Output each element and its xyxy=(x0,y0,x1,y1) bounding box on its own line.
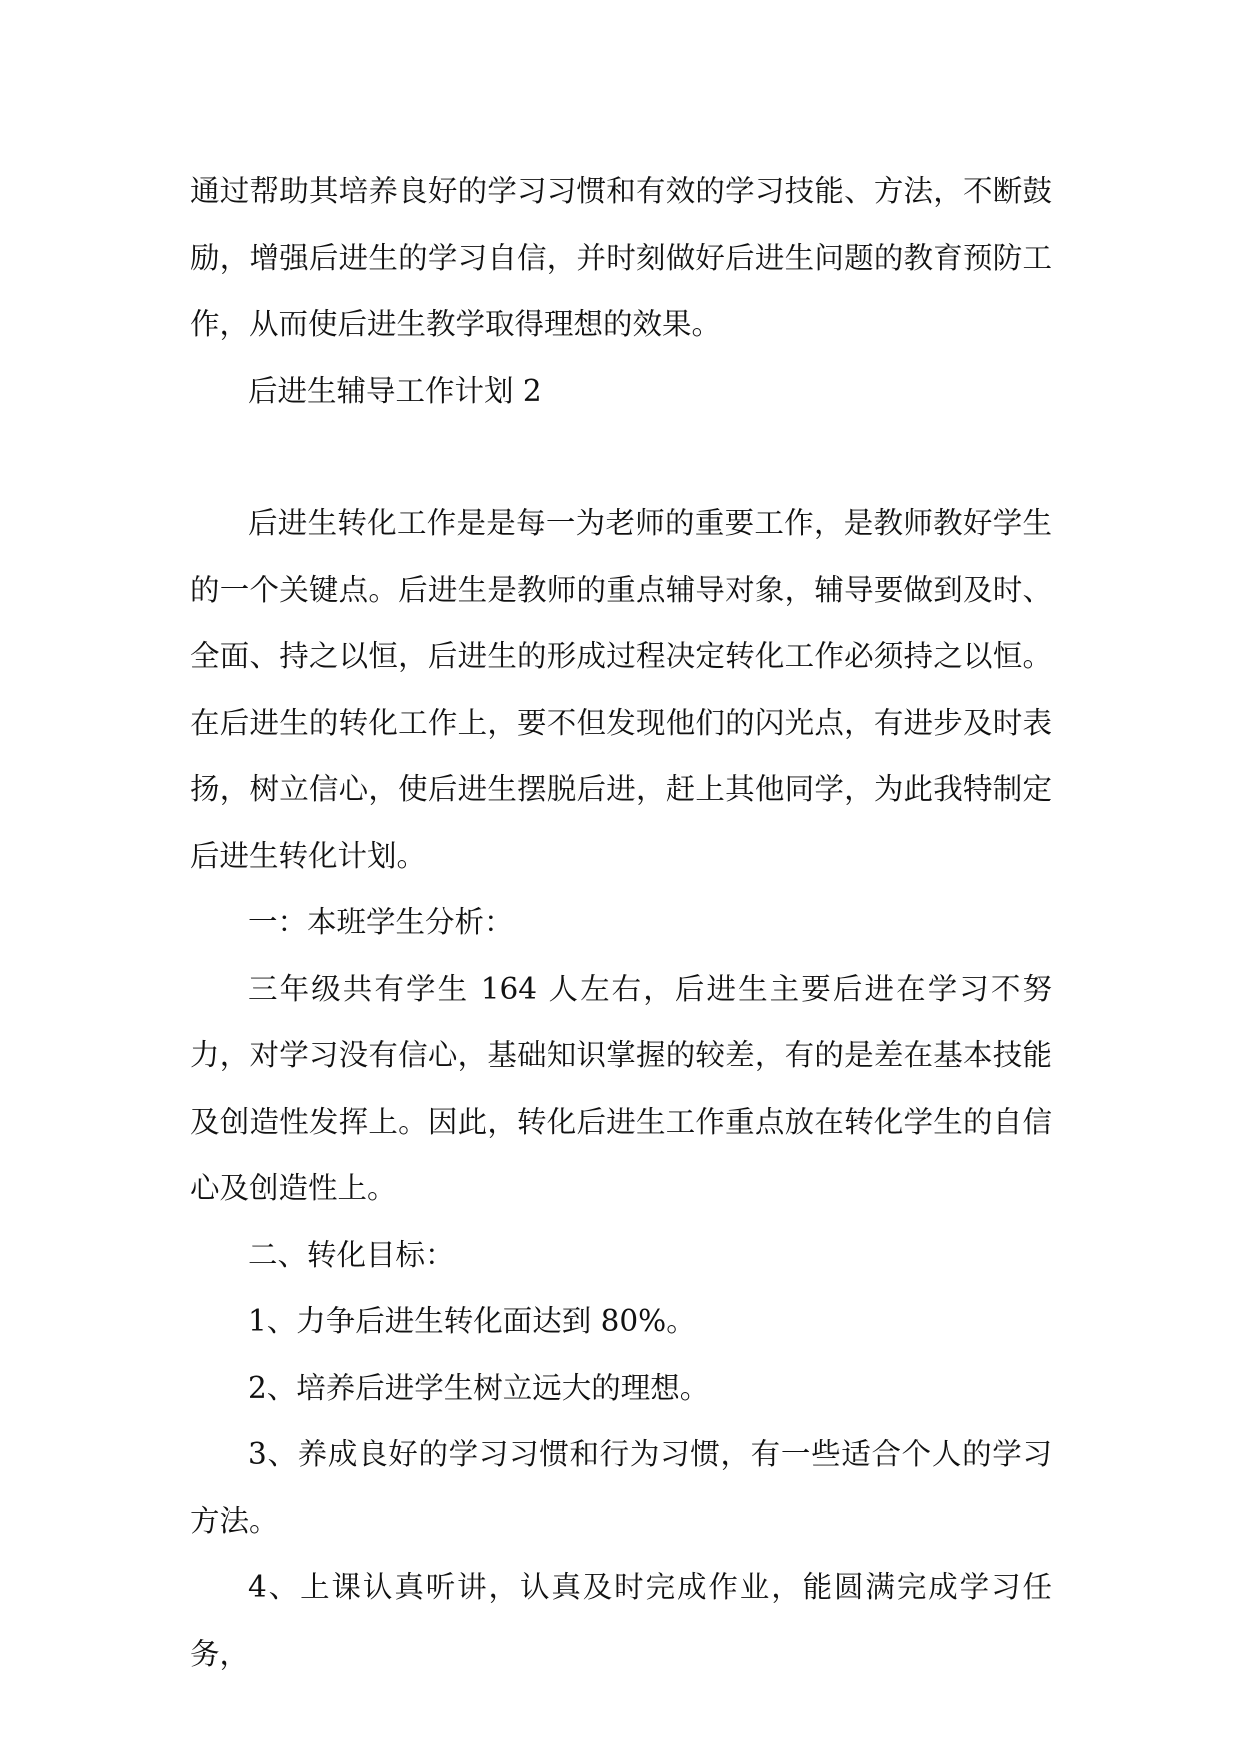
paragraph-continuation: 通过帮助其培养良好的学习习惯和有效的学习技能、方法，不断鼓励，增强后进生的学习自信，并时刻做好后进生问题的教育预防工作，从而使后进生教学取得理想的效果。 xyxy=(190,174,1052,341)
document-body xyxy=(190,158,1052,1687)
section-title: 后进生辅导工作计划 2 xyxy=(248,373,542,408)
goal-item-1: 1、力争后进生转化面达到 80%。 xyxy=(248,1304,696,1338)
paragraph-student-analysis: 三年级共有学生 164 人左右，后进生主要后进在学习不努力，对学习没有信心，基础知识掌握的较差，有的是差在基本技能及创造性发挥上。因此，转化后进生工作重点放在转化学生的自信心及创造性上。 xyxy=(190,971,1052,1205)
paragraph-intro: 后进生转化工作是是每一为老师的重要工作，是教师教好学生的一个关键点。后进生是教师的重点辅导对象，辅导要做到及时、全面、持之以恒，后进生的形成过程决定转化工作必须持之以恒。在后进生的转化工作上，要不但发现他们的闪光点，有进步及时表扬，树立信心，使后进生摆脱后进，赶上其他同学，为此我特制定后进生转化计划。 xyxy=(190,506,1052,873)
blank-line xyxy=(190,424,1052,490)
goal-item-3: 3、养成良好的学习习惯和行为习惯，有一些适合个人的学习方法。 xyxy=(190,1437,1052,1538)
goal-item-2: 2、培养后进学生树立远大的理想。 xyxy=(248,1370,710,1405)
heading-goals: 二、转化目标： xyxy=(248,1237,455,1272)
heading-student-analysis: 一：本班学生分析： xyxy=(248,905,514,939)
goal-item-4: 4、上课认真听讲，认真及时完成作业，能圆满完成学习任务， xyxy=(190,1570,1052,1671)
